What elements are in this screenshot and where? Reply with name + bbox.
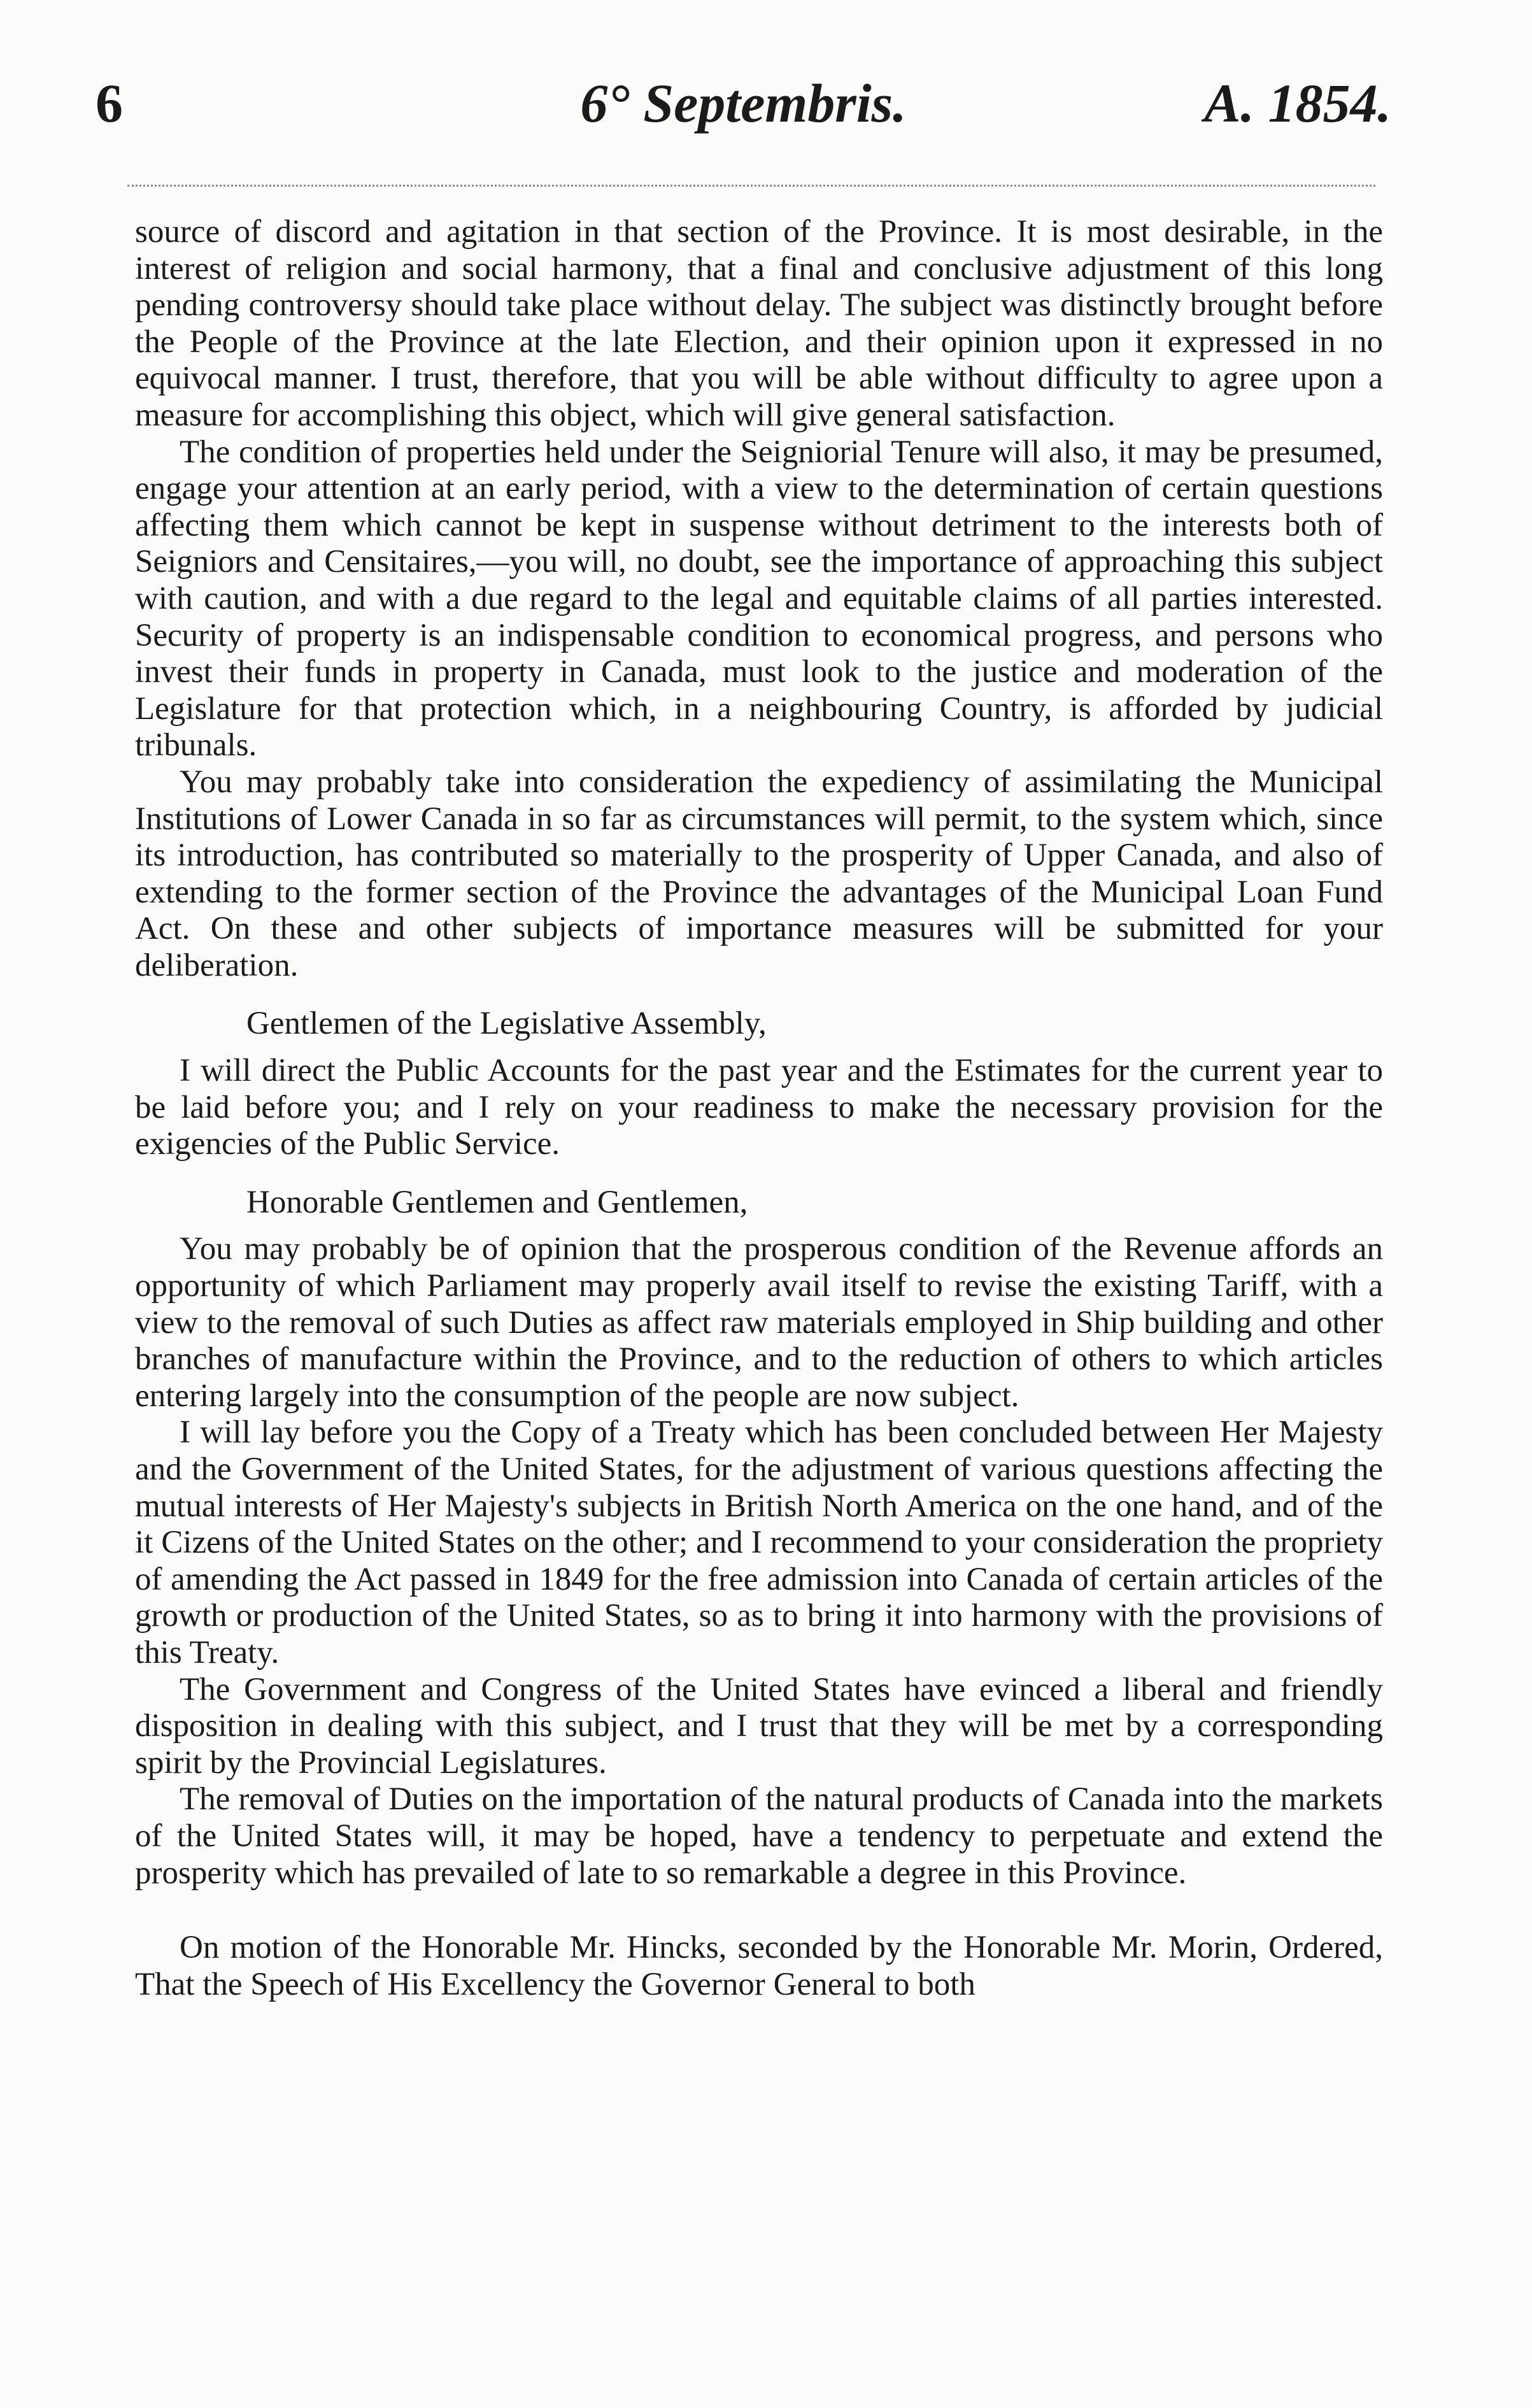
page-number: 6 [96, 73, 123, 134]
paragraph-municipal-institutions: You may probably take into consideration the expediency of assimilating the Municipal Institutions of Lower Canada in so far as circumstances will permit, to the system which, since its introduction, has contributed so materially to the prosperity of Upper Canada, and also of extending to the former section of the Province the advantages of the Municipal Loan Fund Act. On these and other subjects of importance measures will be submitted for your deliberation. [135, 764, 1383, 983]
paragraph-removal-of-duties: The removal of Duties on the importation of the natural products of Canada into the markets of the United States will, it may be hoped, have a tendency to perpetuate and extend the prosperity which has prevailed of late to so remarkable a degree in this Province. [135, 1781, 1383, 1891]
paragraph-public-accounts: I will direct the Public Accounts for the past year and the Estimates for the current year to be laid before you; and I rely on your readiness to make the necessary provision for the exigencies of the Public Service. [135, 1053, 1383, 1162]
paragraph-seigniorial-tenure: The condition of properties held under the Seigniorial Tenure will also, it may be presumed, engage your attention at an early period, with a view to the determination of certain questions affecting them which cannot be kept in suspense without detriment to the interests both of Seigniors and Censitaires,—you will, no doubt, see the importance of approaching this subject with caution, and with a due regard to the legal and equitable claims of all parties interested. Security of property is an indispensable condition to economical progress, and persons who invest their funds in property in Canada, must look to the justice and moderation of the Legislature for that protection which, in a neighbouring Country, is afforded by judicial tribunals. [135, 434, 1383, 764]
header-year: A. 1854. [1204, 73, 1391, 134]
paragraph-congress: The Government and Congress of the United States have evinced a liberal and friendly disposition in dealing with this subject, and I trust that they will be met by a corresponding spirit by the Provincial Legislatures. [135, 1671, 1383, 1781]
salutation-assembly: Gentlemen of the Legislative Assembly, [246, 1006, 767, 1042]
document-body [135, 214, 1383, 2003]
header-rule [127, 185, 1375, 187]
salutation-gentlemen: Honorable Gentlemen and Gentlemen, [246, 1184, 748, 1220]
page-header [96, 71, 1391, 154]
paragraph-continued: source of discord and agitation in that section of the Province. It is most desirable, in the interest of religion and social harmony, that a final and conclusive adjustment of this long pending controversy should take place without delay. The subject was distinctly brought before the People of the Province at the late Election, and their opinion upon it expressed in no equivocal manner. I trust, therefore, that you will be able without difficulty to agree upon a measure for accomplishing this object, which will give general satisfaction. [135, 214, 1383, 433]
paragraph-treaty: I will lay before you the Copy of a Treaty which has been concluded between Her Majesty and the Government of the United States, for the adjustment of various questions affecting the mutual interests of Her Majesty's subjects in British North America on the one hand, and of the it Cizens of the United States on the other; and I recommend to your consideration the propriety of amending the Act passed in 1849 for the free admission into Canada of certain articles of the growth or production of the United States, so as to bring it into harmony with the provisions of this Treaty. [135, 1414, 1383, 1671]
header-date: 6° Septembris. [580, 73, 907, 134]
paragraph-tariff: You may probably be of opinion that the prosperous condition of the Revenue affords an opportunity of which Parliament may properly avail itself to revise the existing Tariff, with a view to the removal of such Duties as affect raw materials employed in Ship building and other branches of manufacture within the Province, and to the reduction of others to which articles entering largely into the consumption of the people are now subject. [135, 1231, 1383, 1414]
paragraph-motion: On motion of the Honorable Mr. Hincks, seconded by the Honorable Mr. Morin, Ordered, That the Speech of His Excellency the Governor General to both [135, 1930, 1383, 2002]
